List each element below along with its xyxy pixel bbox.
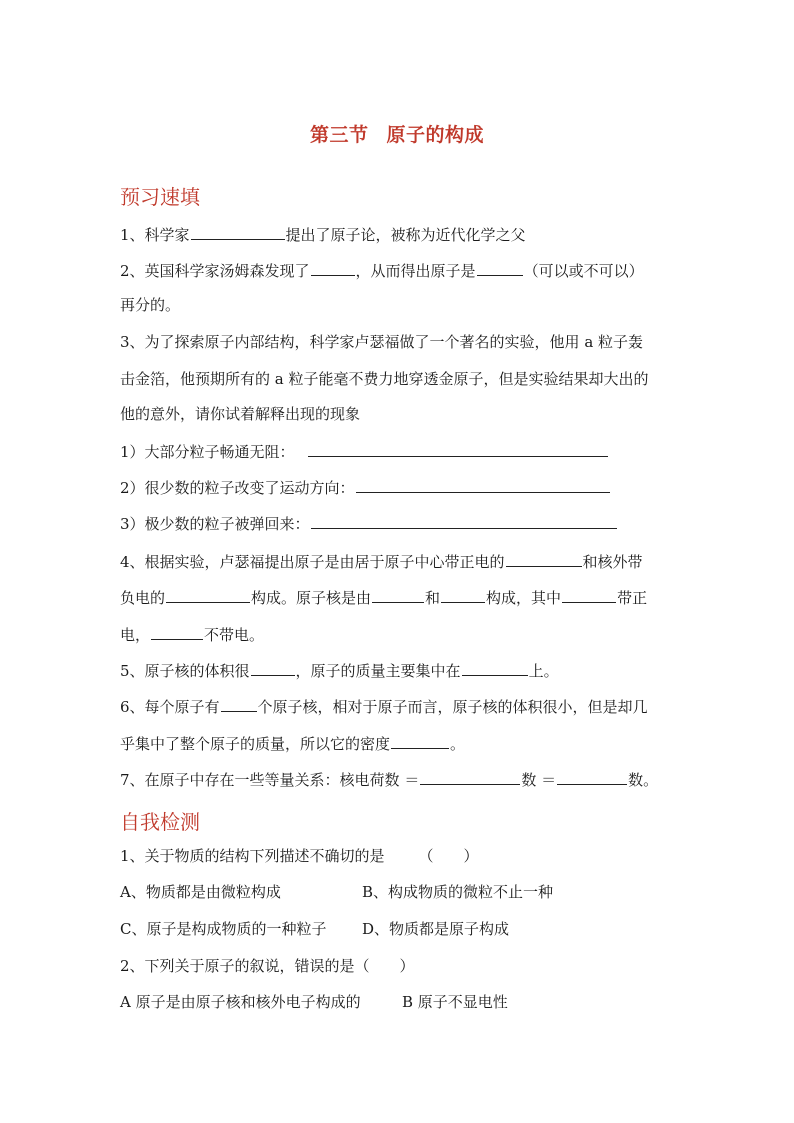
answer-blank[interactable]	[221, 696, 257, 712]
answer-paren[interactable]: （ ）	[418, 847, 479, 865]
option-a[interactable]: A 原子是由原子核和核外电子构成的	[120, 993, 361, 1011]
option-d[interactable]: D、物质都是原子构成	[362, 920, 510, 938]
question-4-line3: 电， 不带电。	[120, 626, 265, 644]
answer-blank[interactable]	[151, 624, 203, 640]
answer-blank[interactable]	[191, 224, 285, 240]
question-3-sub1: 1）大部分粒子畅通无阻：	[120, 441, 609, 462]
question-4-line2: 负电的 构成。原子核是由 和 构成，其中 带正	[120, 589, 648, 607]
answer-blank[interactable]	[441, 587, 485, 603]
question-2-cont: 再分的。	[120, 296, 181, 314]
question-2: 2、英国科学家汤姆森发现了 ，从而得出原子是 （可以或不可以）	[120, 262, 644, 280]
section-heading-self-test: 自我检测	[120, 810, 200, 834]
answer-blank[interactable]	[562, 587, 616, 603]
answer-blank[interactable]	[462, 660, 528, 676]
question-5: 5、原子核的体积很 ，原子的质量主要集中在 上。	[120, 662, 559, 680]
answer-blank[interactable]	[356, 477, 610, 493]
answer-blank[interactable]	[372, 587, 424, 603]
answer-blank[interactable]	[251, 660, 295, 676]
test-question-1: 1、关于物质的结构下列描述不确切的是 （ ）	[120, 847, 479, 865]
page-title	[0, 120, 794, 147]
answer-blank[interactable]	[311, 513, 617, 529]
question-3-line1: 3、为了探索原子内部结构，科学家卢瑟福做了一个著名的实验，他用 a 粒子轰	[120, 333, 644, 351]
option-b[interactable]: B 原子不显电性	[402, 993, 508, 1011]
section-heading-preview: 预习速填	[120, 185, 200, 209]
answer-blank[interactable]	[477, 260, 523, 276]
test-question-1-options-cd	[120, 919, 509, 939]
test-question-1-options-ab	[120, 882, 553, 902]
question-1: 1、科学家 提出了原子论，被称为近代化学之父	[120, 226, 526, 244]
answer-blank[interactable]	[311, 260, 355, 276]
title-section-number: 第三节	[309, 124, 369, 146]
title-topic: 原子的构成	[386, 124, 485, 146]
option-b[interactable]: B、构成物质的微粒不止一种	[362, 883, 554, 901]
test-question-2-options-ab	[120, 992, 508, 1012]
test-question-2: 2、下列关于原子的叙说，错误的是（ ）	[120, 957, 415, 975]
question-7: 7、在原子中存在一些等量关系：核电荷数 ＝ 数 ＝ 数。	[120, 771, 659, 789]
question-6-line1: 6、每个原子有 个原子核，相对于原子而言，原子核的体积很小，但是却几	[120, 698, 648, 716]
answer-blank[interactable]	[506, 551, 582, 567]
question-3-line2: 击金箔，他预期所有的 a 粒子能毫不费力地穿透金原子，但是实验结果却大出的	[120, 370, 649, 388]
option-c[interactable]: C、原子是构成物质的一种粒子	[120, 920, 327, 938]
answer-blank[interactable]	[308, 441, 608, 457]
option-a[interactable]: A、物质都是由微粒构成	[120, 883, 281, 901]
answer-blank[interactable]	[166, 587, 250, 603]
question-4-line1: 4、根据实验，卢瑟福提出原子是由居于原子中心带正电的 和核外带	[120, 553, 643, 571]
answer-blank[interactable]	[420, 769, 520, 785]
question-3-sub2: 2）很少数的粒子改变了运动方向：	[120, 477, 611, 498]
question-6-line2: 乎集中了整个原子的质量，所以它的密度 。	[120, 735, 466, 753]
answer-blank[interactable]	[391, 733, 449, 749]
question-3-sub3: 3）极少数的粒子被弹回来：	[120, 513, 618, 534]
question-3-line3: 他的意外，请你试着解释出现的现象	[120, 405, 361, 423]
answer-blank[interactable]	[557, 769, 627, 785]
